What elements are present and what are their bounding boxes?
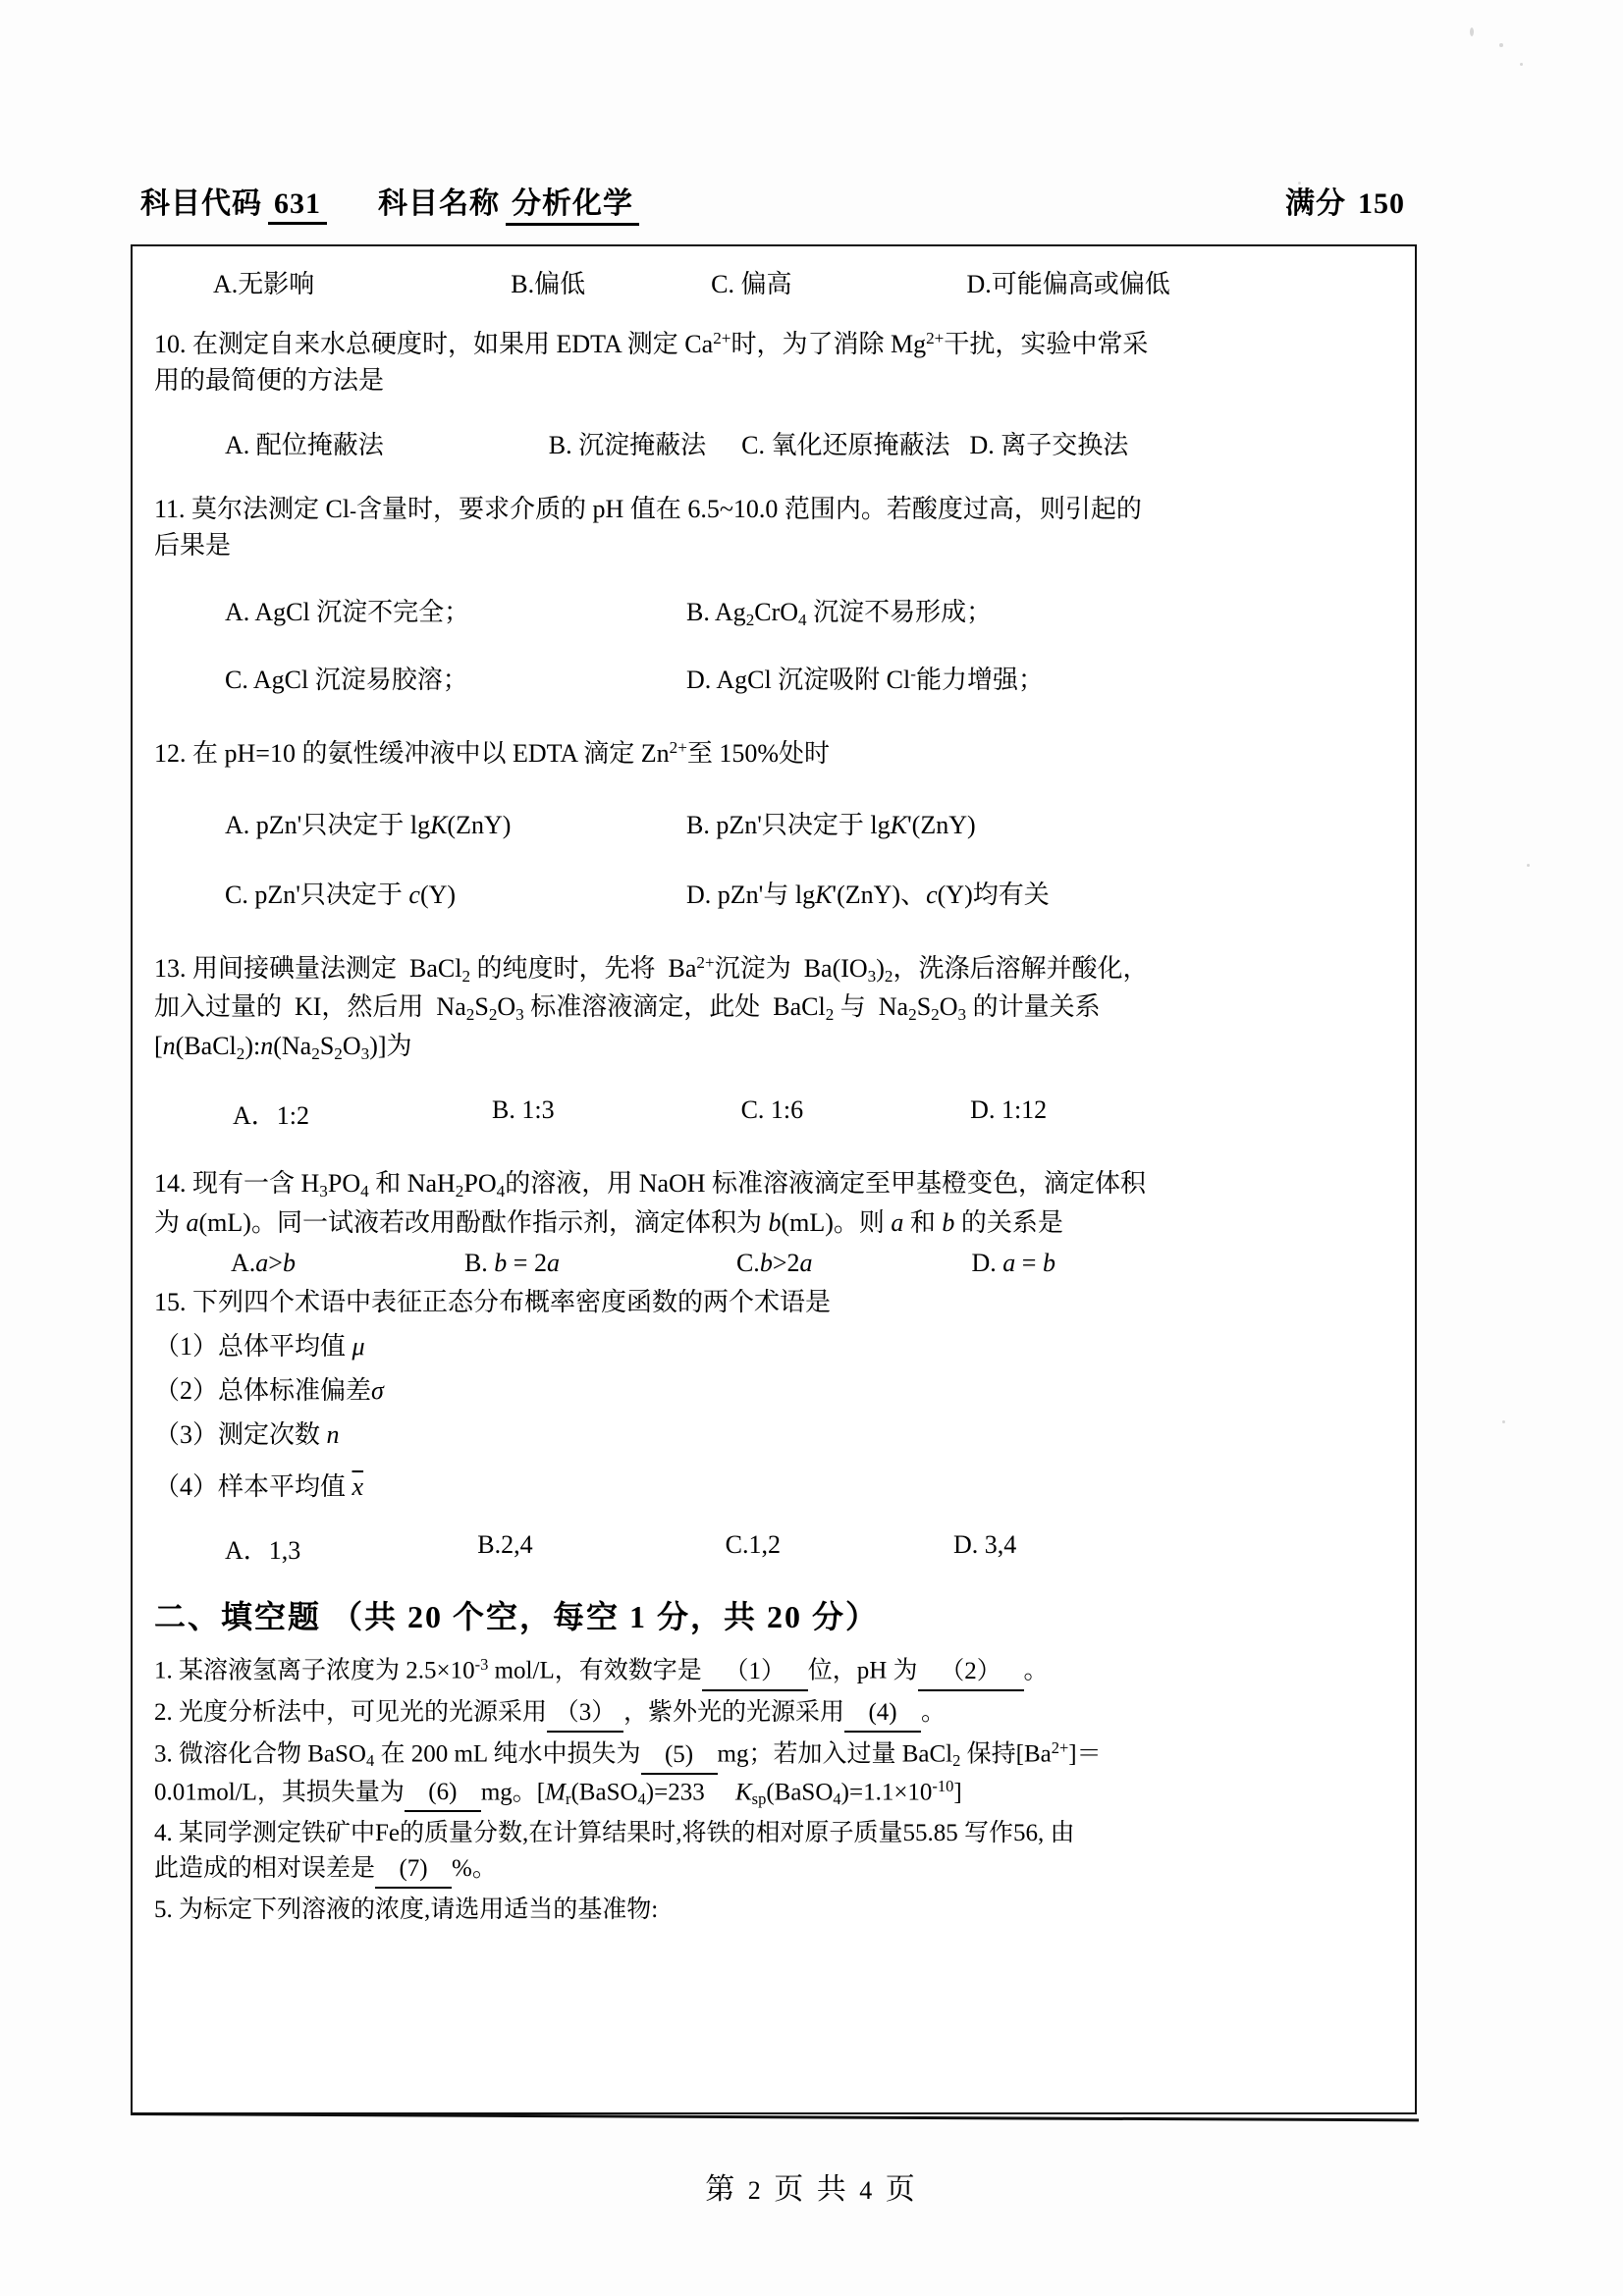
question-11-line1: 11. 莫尔法测定 Cl-含量时，要求介质的 pH 值在 6.5~10.0 范围内。若酸度过高，则引起的 <box>154 494 1142 523</box>
q13-option-b: B. 1:3 <box>492 1095 555 1125</box>
question-11-options-row2 <box>154 660 1393 696</box>
scan-speck <box>1520 63 1523 66</box>
fill-blank-5[interactable]: (5) <box>641 1737 718 1775</box>
q12-option-a: A. pZn'只决定于 lgK(ZnY) <box>225 810 512 839</box>
question-12-options-row2 <box>154 875 1393 911</box>
question-13-options <box>154 1095 1393 1132</box>
q15-option-c: C.1,2 <box>725 1530 781 1560</box>
q12-option-b: B. pZn'只决定于 lgK'(ZnY) <box>686 810 976 839</box>
question-14 <box>154 1165 1393 1278</box>
q10-option-b: B. 沉淀掩蔽法 <box>548 430 707 459</box>
scan-speck <box>1499 43 1503 47</box>
fill-item-3-line2: 0.01mol/L，其损失量为 (6) mg。[$M_r(BaSO_4)=233$ $K_{sp}(BaSO_4)=1.1\times 10^{-10}$] <box>154 1775 1393 1813</box>
question-15-options <box>154 1530 1393 1567</box>
q13-option-c: C. 1:6 <box>740 1095 804 1125</box>
fill-blank-6[interactable]: (6) <box>405 1775 481 1812</box>
footer-suffix: 页 <box>885 2173 918 2206</box>
question-11 <box>154 491 1393 696</box>
fill-item-1: 1. 某溶液氢离子浓度为 $2.5\times 10^{-3}$ mol/L，有效数字是 （1） 位，pH 为 （2） 。 <box>154 1653 1393 1691</box>
q9-options-row <box>154 264 1393 300</box>
q15-option-d: D. 3,4 <box>952 1530 1017 1560</box>
question-13-line2: 加入过量的 KI，然后用 $Na_2S_2O_3$ 标准溶液滴定，此处 BaCl$_2$ 与 $Na_2S_2O_3$ 的计量关系 <box>154 992 1101 1025</box>
fill-item-4-line1: 4. 某同学测定铁矿中Fe的质量分数,在计算结果时,将铁的相对原子质量55.85 写作56, 由 <box>154 1820 1075 1847</box>
fill-item-3-line1: 3. 微溶化合物 BaSO$_4$ 在 200 mL 纯水中损失为 (5) mg；若加入过量 BaCl$_2$ 保持$[Ba^{2+}]=$ <box>154 1736 1393 1775</box>
q12-option-d: D. pZn'与 lgK'(ZnY)、c(Y)均有关 <box>686 880 1050 909</box>
q15-sub-item-4: （4）样本平均值 $\overline{x}$ <box>154 1471 364 1501</box>
full-score-label: 满分 <box>1285 187 1346 220</box>
q13-option-a: A．1:2 <box>233 1101 310 1131</box>
fill-blank-3[interactable]: （3） <box>547 1695 623 1733</box>
q9-option-a: A.无影响 <box>213 270 315 298</box>
question-12-options-row1 <box>154 805 1393 841</box>
q11-option-b: B. $Ag_2CrO_4$ 沉淀不易形成； <box>686 597 993 629</box>
question-12 <box>154 735 1393 911</box>
question-10-line1: 10. 在测定自来水总硬度时，如果用 EDTA 测定 $Ca^{2+}$时，为了消除 $Mg^{2+}$干扰，实验中常采 <box>154 329 1149 358</box>
subject-code-label: 科目代码 <box>140 187 262 220</box>
subject-name-label: 科目名称 <box>378 187 500 220</box>
scan-speck <box>1502 1420 1505 1423</box>
question-14-options <box>154 1249 1393 1278</box>
q15-option-a: A．1,3 <box>225 1536 301 1566</box>
scan-speck <box>1527 864 1530 867</box>
q9-option-b: B.偏低 <box>511 270 586 298</box>
subject-code-value: 631 <box>268 187 327 225</box>
page-header <box>140 179 1417 218</box>
q14-option-d: D. a = b <box>971 1249 1055 1278</box>
fill-item-5: 5. 为标定下列溶液的浓度,请选用适当的基准物: <box>154 1896 659 1924</box>
footer-prefix: 第 <box>705 2173 738 2206</box>
q11-option-c: C. AgCl 沉淀易胶溶； <box>225 665 468 694</box>
question-14-line2: 为 a(mL)。同一试液若改用酚酞作指示剂，滴定体积为 b(mL)。则 a 和 b 的关系是 <box>154 1207 1063 1237</box>
footer-total-pages: 4 <box>859 2176 876 2205</box>
q14-option-c: C.b>2a <box>735 1249 813 1278</box>
question-13 <box>154 950 1393 1133</box>
q9-option-d: D.可能偏高或偏低 <box>966 270 1170 298</box>
q12-option-c: C. pZn'只决定于 c(Y) <box>225 880 457 909</box>
footer-middle: 页 共 <box>774 2173 849 2206</box>
fill-blank-7[interactable]: (7) <box>375 1851 452 1889</box>
q9-option-c: C. 偏高 <box>711 270 792 298</box>
fill-blank-2[interactable]: （2） <box>918 1654 1024 1691</box>
subject-name-value: 分析化学 <box>506 179 639 226</box>
question-13-line3: $[n(BaCl_2):n(Na_2S_2O_3)]$为 <box>154 1031 412 1063</box>
q13-option-d: D. 1:12 <box>970 1095 1048 1125</box>
footer-page-number: 2 <box>747 2176 764 2205</box>
scan-speck <box>1470 27 1474 36</box>
question-10-options <box>154 425 1393 461</box>
question-15-line1: 15. 下列四个术语中表征正态分布概率密度函数的两个术语是 <box>154 1288 832 1317</box>
question-15 <box>154 1284 1393 1567</box>
full-score-value: 150 <box>1358 187 1405 220</box>
fill-blank-1[interactable]: （1） <box>702 1654 808 1691</box>
q14-option-b: B. b = 2a <box>463 1249 560 1278</box>
q15-sub-item-3: （3）测定次数 n <box>154 1419 340 1449</box>
question-12-line1: 12. 在 pH=10 的氨性缓冲液中以 EDTA 滴定 $Zn^{2+}$至 150%处时 <box>154 737 831 768</box>
page-footer <box>0 2164 1623 2208</box>
q15-sub-item-2: （2）总体标准偏差σ <box>154 1375 384 1405</box>
fill-item-2: 2. 光度分析法中，可见光的光源采用 （3） ，紫外光的光源采用 (4) 。 <box>154 1695 1393 1733</box>
fill-item-4-line2: 此造成的相对误差是 (7) %。 <box>154 1851 1393 1889</box>
question-14-line1: 14. 现有一含 $H_3PO_4$ 和 $NaH_2PO_4$的溶液，用 NaOH 标准溶液滴定至甲基橙变色，滴定体积 <box>154 1169 1147 1201</box>
q15-sub-item-1: （1）总体平均值 μ <box>154 1331 365 1361</box>
q15-option-b: B.2,4 <box>477 1530 533 1560</box>
question-11-line2: 后果是 <box>154 531 232 561</box>
question-11-options-row1 <box>154 592 1393 630</box>
q10-option-c: C. 氧化还原掩蔽法 <box>741 430 950 459</box>
q11-option-a: A. AgCl 沉淀不完全； <box>225 597 470 626</box>
content-box <box>131 244 1417 2114</box>
q10-option-a: A. 配位掩蔽法 <box>225 430 384 459</box>
fill-blank-4[interactable]: (4) <box>844 1695 921 1733</box>
q14-option-a: A.a>b <box>231 1249 296 1278</box>
question-10 <box>154 326 1393 461</box>
section-2-heading: 二、填空题 （共 20 个空，每空 1 分，共 20 分） <box>154 1599 880 1635</box>
question-13-line1: 13. 用间接碘量法测定 BaCl$_2$ 的纯度时，先将 $Ba^{2+}$沉淀为 $Ba(IO_3)_2$，洗涤后溶解并酸化， <box>154 953 1149 986</box>
question-10-line2: 用的最简便的方法是 <box>154 366 385 396</box>
q11-option-d: D. AgCl 沉淀吸附 Cl-能力增强； <box>686 664 1044 694</box>
q10-option-d: D. 离子交换法 <box>969 430 1129 459</box>
